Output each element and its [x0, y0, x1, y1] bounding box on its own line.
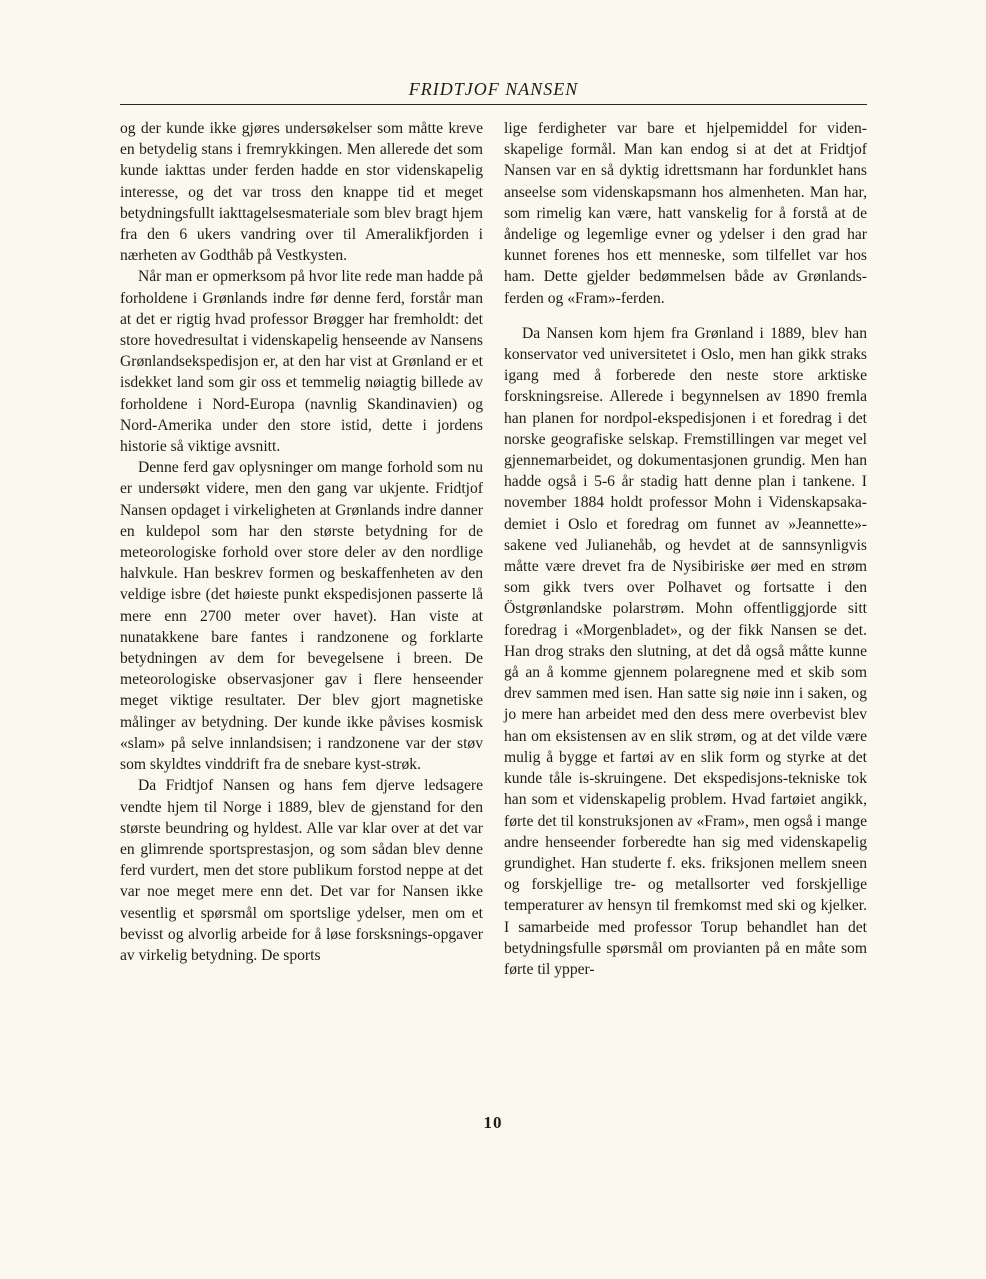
paragraph: Da Fridtjof Nansen og hans fem djerve ledsagere vendte hjem til Norge i 1889, blev de gjenstand for den største beundring og hyldest. Alle var klar over at det var en glimrende sportsprestasjon, og som sådan blev denne ferd vurdert, men det store publikum forstod neppe at det var noe meget mere enn det. Det var for Nansen ikke vesentlig et spørsmål om sportslige ydelser, men om et bevisst og alvorlig arbeide for å løse forsksnings-opgaver av virkelig betydning. De sports: [120, 777, 483, 964]
right-column: [504, 118, 867, 980]
page-number: 10: [483, 1113, 503, 1132]
header-rule: [120, 104, 867, 105]
running-head: FRIDTJOF NANSEN: [408, 79, 579, 99]
paragraph: Når man er opmerksom på hvor lite rede man hadde på forholdene i Grønlands indre før denne ferd, forstår man at det er rigtig hvad professor Brøgger har fremholdt: det store hovedresultat i videnskapelig henseende av Nansens Grønlandsekspedisjon er, at den har vist at Grønland er et isdekket land som gir oss et temmelig nøiagtig billede av forholdene i Nord-Europa (navnlig Skandinavien) og Nord-Amerika under den store istid, dette i jordens historie så viktige avsnitt.: [120, 268, 483, 456]
paragraph: Denne ferd gav oplysninger om mange forhold som nu er undersøkt videre, men den gang var ukjente. Fridtjof Nansen opdaget i virkeligheten at Grønlands indre danner en kuldepol som har den største betydning for de meteorologiske forhold over store deler av den nordlige halvkule. Han beskrev formen og beskaffenheten av den veldige isbre (det høieste punkt ekspedisjonen passerte lå mere enn 2700 meter over havet). Han viste at nunatakkene bare fantes i randzonene og forklarte betydningen av dem for bevegelsene i breen. De meteorologiske observasjoner gav i flere henseender meget viktige resultater. Der blev gjort magnetiske målinger av betydning. Der kunde ikke påvises kosmisk «slam» på selve innlandsisen; i randzonene var der støv som skyldtes vinddrift fra de snebare kyst-strøk.: [120, 459, 483, 774]
paragraph: lige ferdigheter var bare et hjelpemiddel for videnskapelige formål. Man kan endog si at det at Fridtjof Nansen var en så dyktig idrettsmann har fordunklet hans anseelse som videnskapsmann hos almenheten. Man har, som rimelig kan være, hatt vanskelig for å forstå at de åndelige og legemlige evner og ydelser i den grad har kunnet forenes hos ett menneske, som tilfellet var hos ham. Dette gjelder bedømmelsen både av Grønlands-ferden og «Fram»-ferden.: [504, 120, 867, 307]
left-column: [120, 118, 483, 966]
paragraph: og der kunde ikke gjøres undersøkelser som måtte kreve en betydelig stans i fremrykkingen. Men allerede det som kunde iakttas under ferden hadde en stor videnskapelig interesse, og det var tross den knappe tid et meget betydningsfullt iakttagelsesmateriale som blev bragt hjem fra den 6 ukers vandring over til Ameralikfjorden i nærheten av Godthåb på Vestkysten.: [120, 120, 483, 265]
paragraph: Da Nansen kom hjem fra Grønland i 1889, blev han konservator ved universitetet i Oslo, men han gikk straks igang med å forberede den neste store arktiske forskningsreise. Allerede i begynnelsen av 1890 fremla han planen for nordpol-ekspedisjonen i et foredrag i det norske geografiske selskap. Fremstillingen var meget vel gjennemarbeidet, og dokumentasjonen grundig. Men han hadde også i 5-6 år stadig hatt denne plan i tankene. I november 1884 holdt professor Mohn i Videnskapsakademiet i Oslo et foredrag om funnet av »Jeannette»-sakene ved Julianehåb, og hevdet at de sannsynligvis måtte være drevet fra de Nysibiriske øer med en strøm som gikk tvers over Polhavet og fortsatte i den Östgrønlandske polarstrøm. Mohn offentliggjorde sitt foredrag i «Morgenbladet», og der fikk Nansen se det. Han drog straks den slutning, at det då også måtte kunne gå an å komme gjennem polaregnene med et skib som drev sammen med isen. Han satte sig nøie inn i saken, og jo mere han arbeidet med den dess mere overbevist blev han om eksistensen av en slik strøm, og at det vilde være mulig å bygge et fartøi av en slik form og styrke at det kunde tåle is-skruingene. Det ekspedisjons-tekniske tok han som et videnskapelig problem. Hvad fartøiet angikk, førte det til konstruksjonen av «Fram», men også i mange andre henseender forberedte han sig med videnskapelig grundighet. Han studerte f. eks. friksjonen mellem sneen og forskjellige tre- og metallsorter ved forskjellige temperaturer av hensyn til fremkomst med ski og kjelker. I samarbeide med professor Torup behandlet han det betydningsfulle spørsmål om provianten på en måte som førte til ypper-: [504, 324, 867, 978]
